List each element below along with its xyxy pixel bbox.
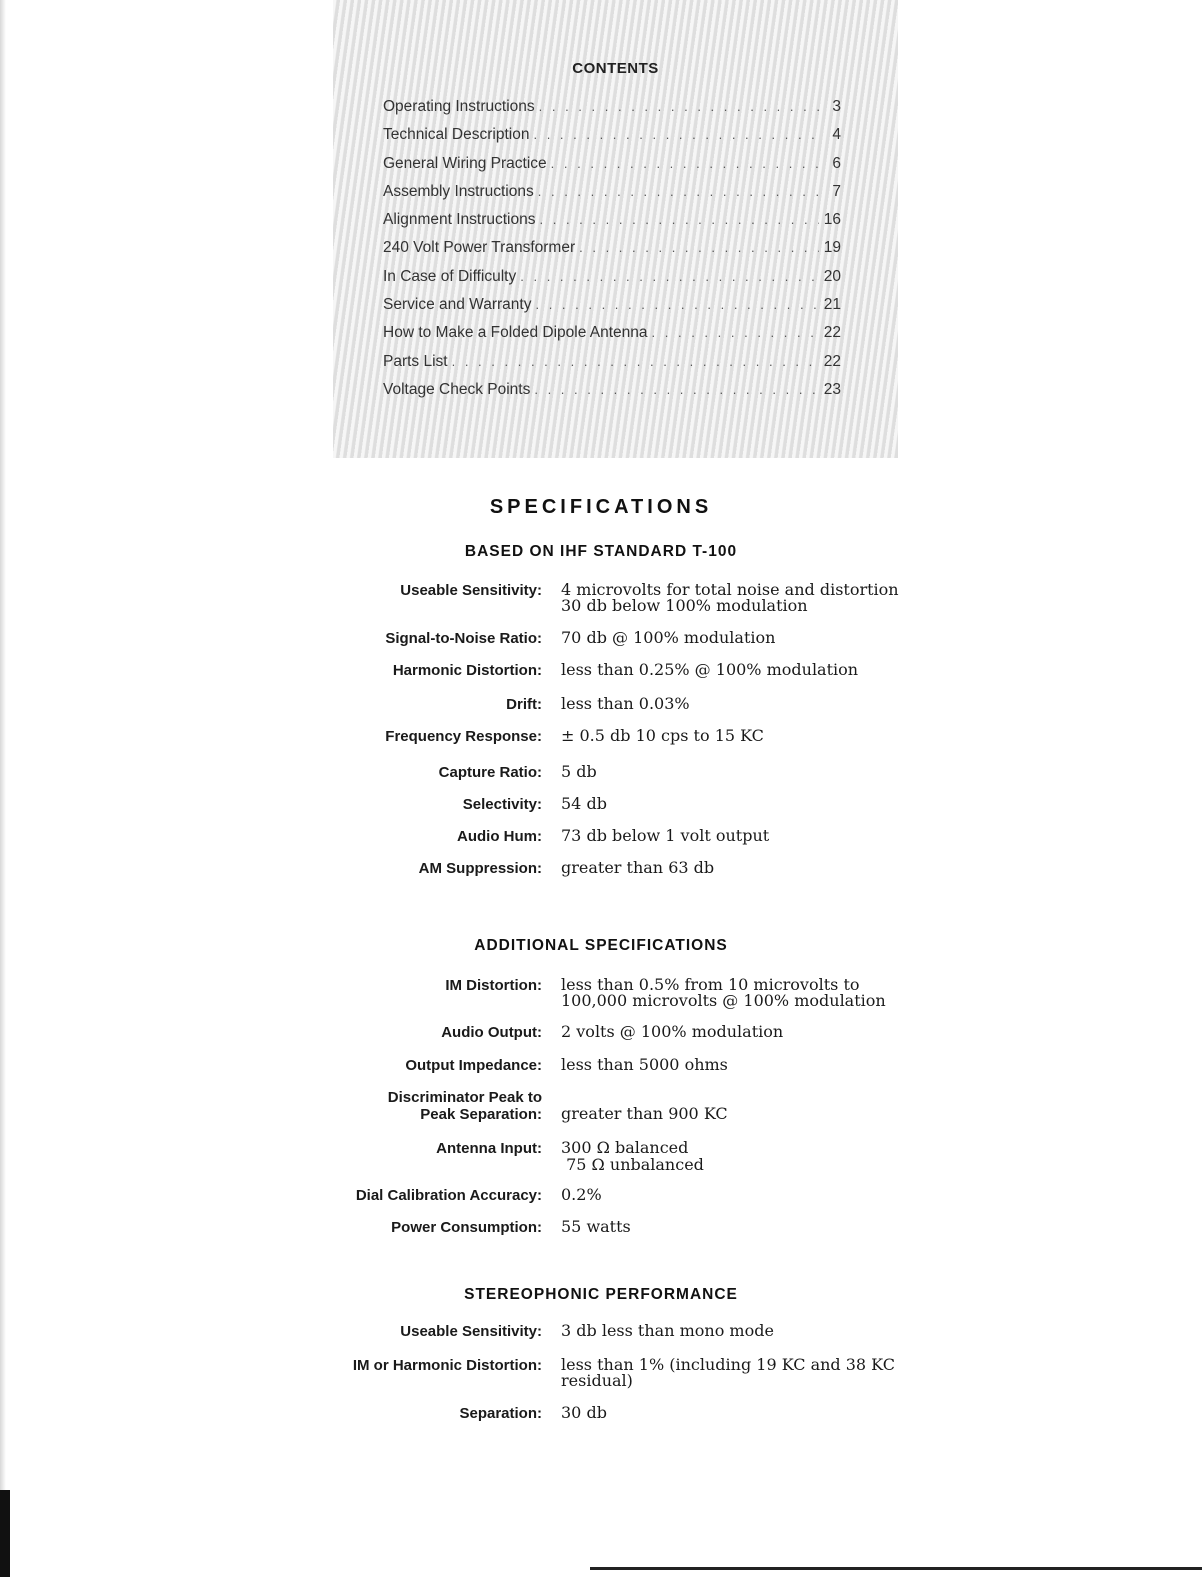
spec-label: Output Impedance: xyxy=(405,1057,542,1074)
spec-value: 55 watts xyxy=(561,1217,631,1236)
stereo-heading: STEREOPHONIC PERFORMANCE xyxy=(464,1286,738,1303)
spec-label: IM or Harmonic Distortion: xyxy=(352,1357,542,1374)
spec-value: 70 db @ 100% modulation xyxy=(561,628,776,647)
toc-leader xyxy=(534,382,819,397)
toc-leader xyxy=(520,269,819,284)
toc-entry[interactable] xyxy=(383,381,841,409)
toc-page: 22 xyxy=(823,352,841,370)
spec-value: 3 db less than mono mode xyxy=(561,1321,774,1340)
spec-value: 73 db below 1 volt output xyxy=(561,826,770,845)
spec-label: Discriminator Peak to xyxy=(387,1089,542,1106)
spec-label: Antenna Input: xyxy=(436,1140,542,1157)
spec-value-continued: 100,000 microvolts @ 100% modulation xyxy=(561,991,886,1010)
toc-page: 20 xyxy=(823,267,841,285)
toc-entry[interactable] xyxy=(383,324,841,352)
toc-entry[interactable] xyxy=(383,126,841,154)
toc-leader xyxy=(535,297,819,312)
spec-value: 54 db xyxy=(561,794,607,813)
spec-label: Useable Sensitivity: xyxy=(400,1323,542,1340)
toc-label: Assembly Instructions xyxy=(383,182,534,200)
toc-page: 21 xyxy=(823,296,841,314)
toc-page: 3 xyxy=(832,98,841,115)
spec-label-continued: Peak Separation: xyxy=(420,1106,542,1123)
toc-entry[interactable] xyxy=(383,211,841,239)
spec-label: Audio Output: xyxy=(441,1024,542,1041)
spec-value-continued: 30 db below 100% modulation xyxy=(561,596,808,615)
spec-value: 4 microvolts for total noise and distortion xyxy=(561,580,899,599)
toc-entry[interactable] xyxy=(383,296,841,324)
toc-label: Voltage Check Points xyxy=(383,380,531,398)
toc-page: 23 xyxy=(823,380,841,398)
spec-label: IM Distortion: xyxy=(445,977,542,994)
spec-value: 300 Ω balanced xyxy=(561,1138,689,1157)
toc-entry[interactable] xyxy=(383,239,841,267)
scan-edge-dark xyxy=(0,1490,10,1577)
spec-label: AM Suppression: xyxy=(418,860,542,877)
contents-title: CONTENTS xyxy=(572,60,659,77)
toc-list xyxy=(383,98,841,409)
spec-label: Dial Calibration Accuracy: xyxy=(355,1187,542,1204)
toc-label: Technical Description xyxy=(383,126,530,144)
spec-value: 0.2% xyxy=(561,1185,602,1204)
spec-label: Harmonic Distortion: xyxy=(392,662,542,679)
spec-value: greater than 63 db xyxy=(561,858,715,877)
toc-leader xyxy=(452,354,819,369)
toc-page: 22 xyxy=(823,324,841,342)
toc-entry[interactable] xyxy=(383,353,841,381)
toc-leader xyxy=(540,212,820,227)
spec-label: Capture Ratio: xyxy=(438,764,542,781)
spec-label: Separation: xyxy=(459,1405,542,1422)
toc-leader xyxy=(539,99,819,114)
toc-page: 19 xyxy=(823,239,841,257)
spec-value-continued: 75 Ω unbalanced xyxy=(561,1155,704,1174)
toc-page: 16 xyxy=(823,211,841,229)
toc-leader xyxy=(551,156,819,171)
spec-label: Selectivity: xyxy=(462,796,542,813)
specifications-title: SPECIFICATIONS xyxy=(489,496,713,518)
toc-label: Parts List xyxy=(383,352,448,370)
toc-label: General Wiring Practice xyxy=(383,154,547,172)
toc-leader xyxy=(538,184,819,199)
spec-value: 2 volts @ 100% modulation xyxy=(561,1022,784,1041)
toc-leader xyxy=(652,325,819,340)
toc-entry[interactable] xyxy=(383,268,841,296)
spec-label: Power Consumption: xyxy=(391,1219,542,1236)
bottom-rule xyxy=(590,1567,1202,1570)
toc-leader xyxy=(533,127,819,142)
toc-leader xyxy=(579,240,819,255)
toc-page: 6 xyxy=(832,154,841,172)
toc-label: 240 Volt Power Transformer xyxy=(383,239,576,257)
spec-value-continued: residual) xyxy=(561,1371,633,1390)
spec-label: Drift: xyxy=(506,696,542,713)
toc-entry[interactable] xyxy=(383,98,841,126)
spec-value: greater than 900 KC xyxy=(561,1104,728,1123)
spec-value: less than 0.03% xyxy=(561,694,690,713)
ihf-heading: BASED ON IHF STANDARD T-100 xyxy=(464,543,738,560)
toc-entry[interactable] xyxy=(383,155,841,183)
spec-label: Useable Sensitivity: xyxy=(400,582,542,599)
toc-page: 7 xyxy=(832,182,841,200)
spec-value: less than 0.5% from 10 microvolts to xyxy=(561,975,860,994)
spec-label: Signal-to-Noise Ratio: xyxy=(385,630,542,647)
scan-edge-shadow xyxy=(0,0,6,1577)
spec-value: less than 0.25% @ 100% modulation xyxy=(561,660,859,679)
spec-label: Frequency Response: xyxy=(385,728,542,745)
toc-label: Service and Warranty xyxy=(383,296,532,314)
contents-box xyxy=(333,0,898,458)
spec-value: less than 1% (including 19 KC and 38 KC xyxy=(561,1355,895,1374)
spec-label: Audio Hum: xyxy=(457,828,542,845)
spec-value: less than 5000 ohms xyxy=(561,1055,728,1074)
additional-heading: ADDITIONAL SPECIFICATIONS xyxy=(474,937,728,954)
toc-entry[interactable] xyxy=(383,183,841,211)
spec-value: ± 0.5 db 10 cps to 15 KC xyxy=(561,726,764,745)
toc-label: How to Make a Folded Dipole Antenna xyxy=(383,324,648,342)
toc-label: Alignment Instructions xyxy=(383,211,536,229)
toc-label: Operating Instructions xyxy=(383,98,535,115)
toc-page: 4 xyxy=(832,126,841,144)
toc-label: In Case of Difficulty xyxy=(383,267,517,285)
spec-value: 5 db xyxy=(561,762,597,781)
spec-value: 30 db xyxy=(561,1403,607,1422)
